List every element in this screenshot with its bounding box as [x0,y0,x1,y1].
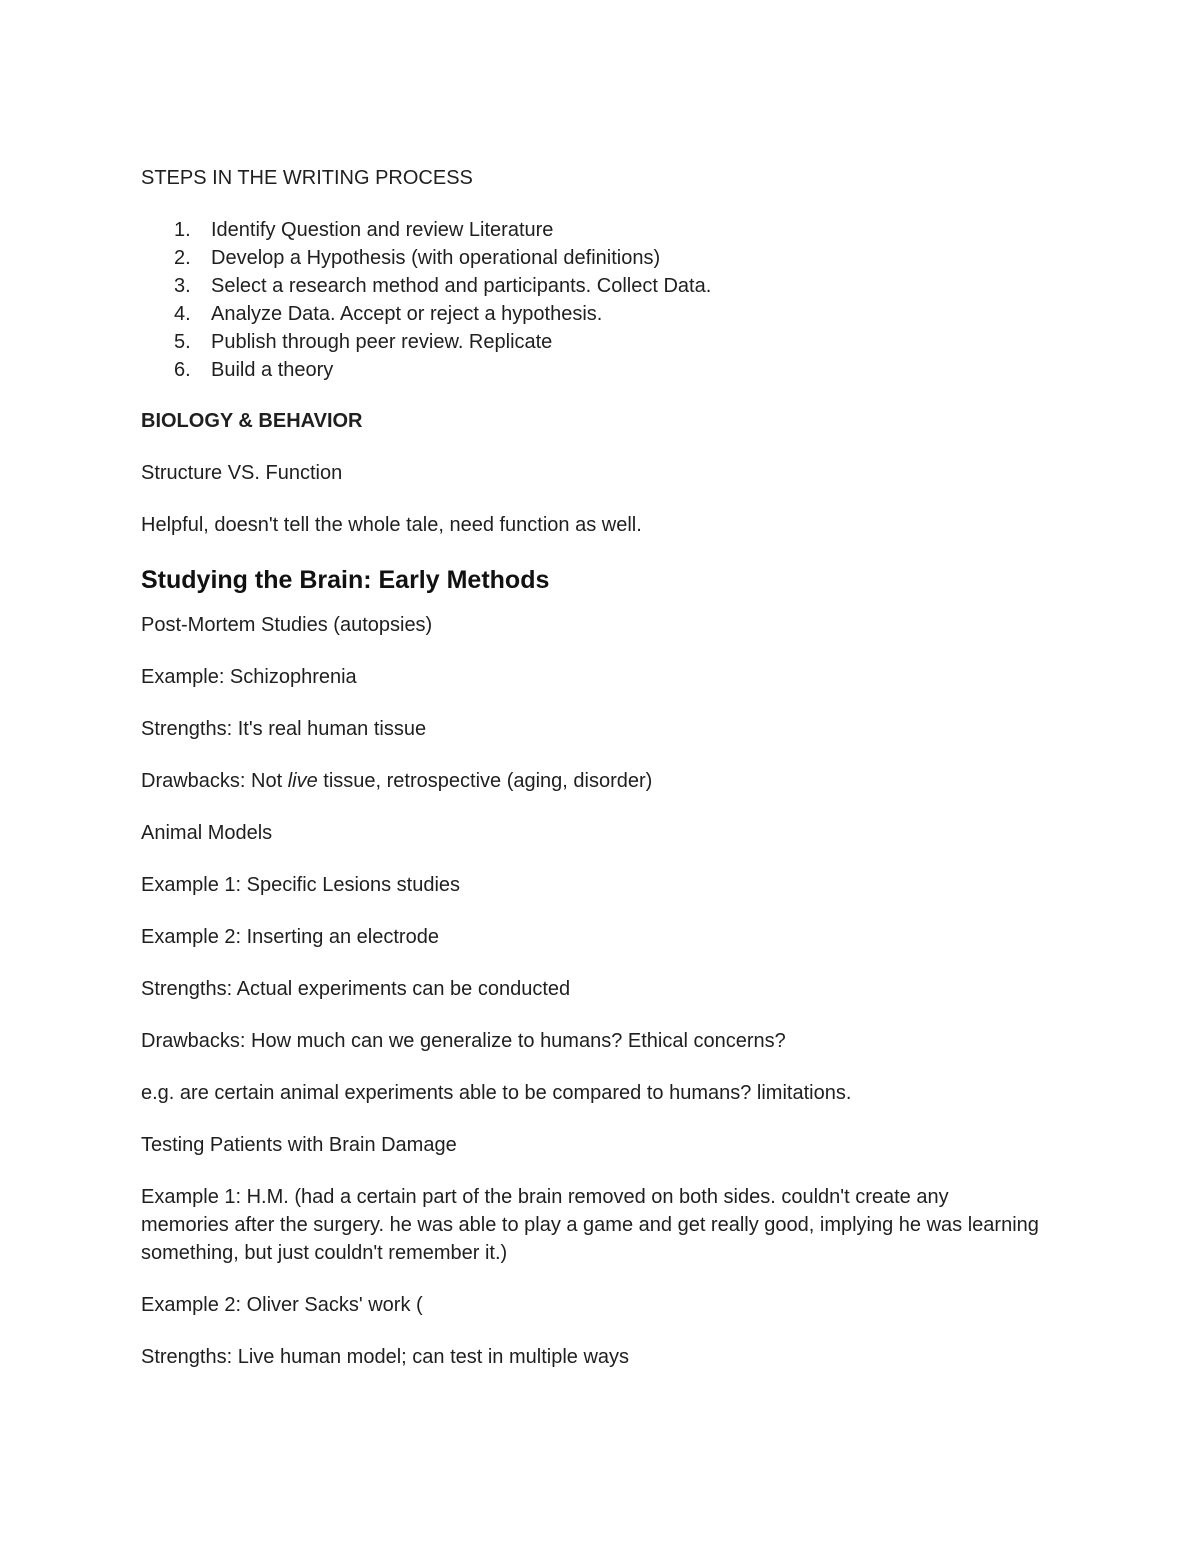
paragraph: Strengths: It's real human tissue [141,718,427,740]
paragraph: Example: Schizophrenia [141,666,357,688]
paragraph: Structure VS. Function [141,462,343,484]
paragraph: Post-Mortem Studies (autopsies) [141,614,433,636]
list-number: 1. [174,219,191,241]
italic-text: live [287,770,318,792]
paragraph: e.g. are certain animal experiments able to be compared to humans? limitations. [141,1082,852,1104]
section-title-writing-process: STEPS IN THE WRITING PROCESS [141,167,473,189]
list-number: 4. [174,303,191,325]
steps-list [141,216,1041,384]
list-number: 5. [174,331,191,353]
paragraph: Example 1: Specific Lesions studies [141,874,461,896]
list-text: Build a theory [211,359,334,381]
paragraph: Example 1: H.M. (had a certain part of the brain removed on both sides. couldn't create any memories after the surgery. he was able to play a game and get really good, implying he was learning something, but just couldn't remember it.) [141,1186,1039,1264]
text-run: Drawbacks: Not [141,770,288,792]
list-number: 2. [174,247,191,269]
paragraph: Strengths: Live human model; can test in multiple ways [141,1346,630,1368]
paragraph: Animal Models [141,822,273,844]
list-number: 6. [174,359,191,381]
list-item [141,216,1041,244]
list-item [141,356,1041,384]
paragraph: Strengths: Actual experiments can be conducted [141,978,571,1000]
list-text: Identify Question and review Literature [211,219,554,241]
list-number: 3. [174,275,191,297]
paragraph-drawbacks [141,767,1041,795]
paragraph: Helpful, doesn't tell the whole tale, need function as well. [141,514,642,536]
list-item [141,272,1041,300]
section-title-biology: BIOLOGY & BEHAVIOR [141,410,363,432]
list-text: Select a research method and participants. Collect Data. [211,275,712,297]
list-item [141,244,1041,272]
paragraph: Testing Patients with Brain Damage [141,1134,457,1156]
list-item [141,300,1041,328]
list-text: Analyze Data. Accept or reject a hypothesis. [211,303,603,325]
paragraph: Example 2: Oliver Sacks' work ( [141,1294,423,1316]
text-run: tissue, retrospective (aging, disorder) [317,770,653,792]
list-text: Publish through peer review. Replicate [211,331,553,353]
document-body [141,164,1041,1395]
heading-early-methods: Studying the Brain: Early Methods [141,566,550,594]
paragraph: Drawbacks: How much can we generalize to humans? Ethical concerns? [141,1030,786,1052]
list-item [141,328,1041,356]
paragraph: Example 2: Inserting an electrode [141,926,439,948]
list-text: Develop a Hypothesis (with operational definitions) [211,247,661,269]
